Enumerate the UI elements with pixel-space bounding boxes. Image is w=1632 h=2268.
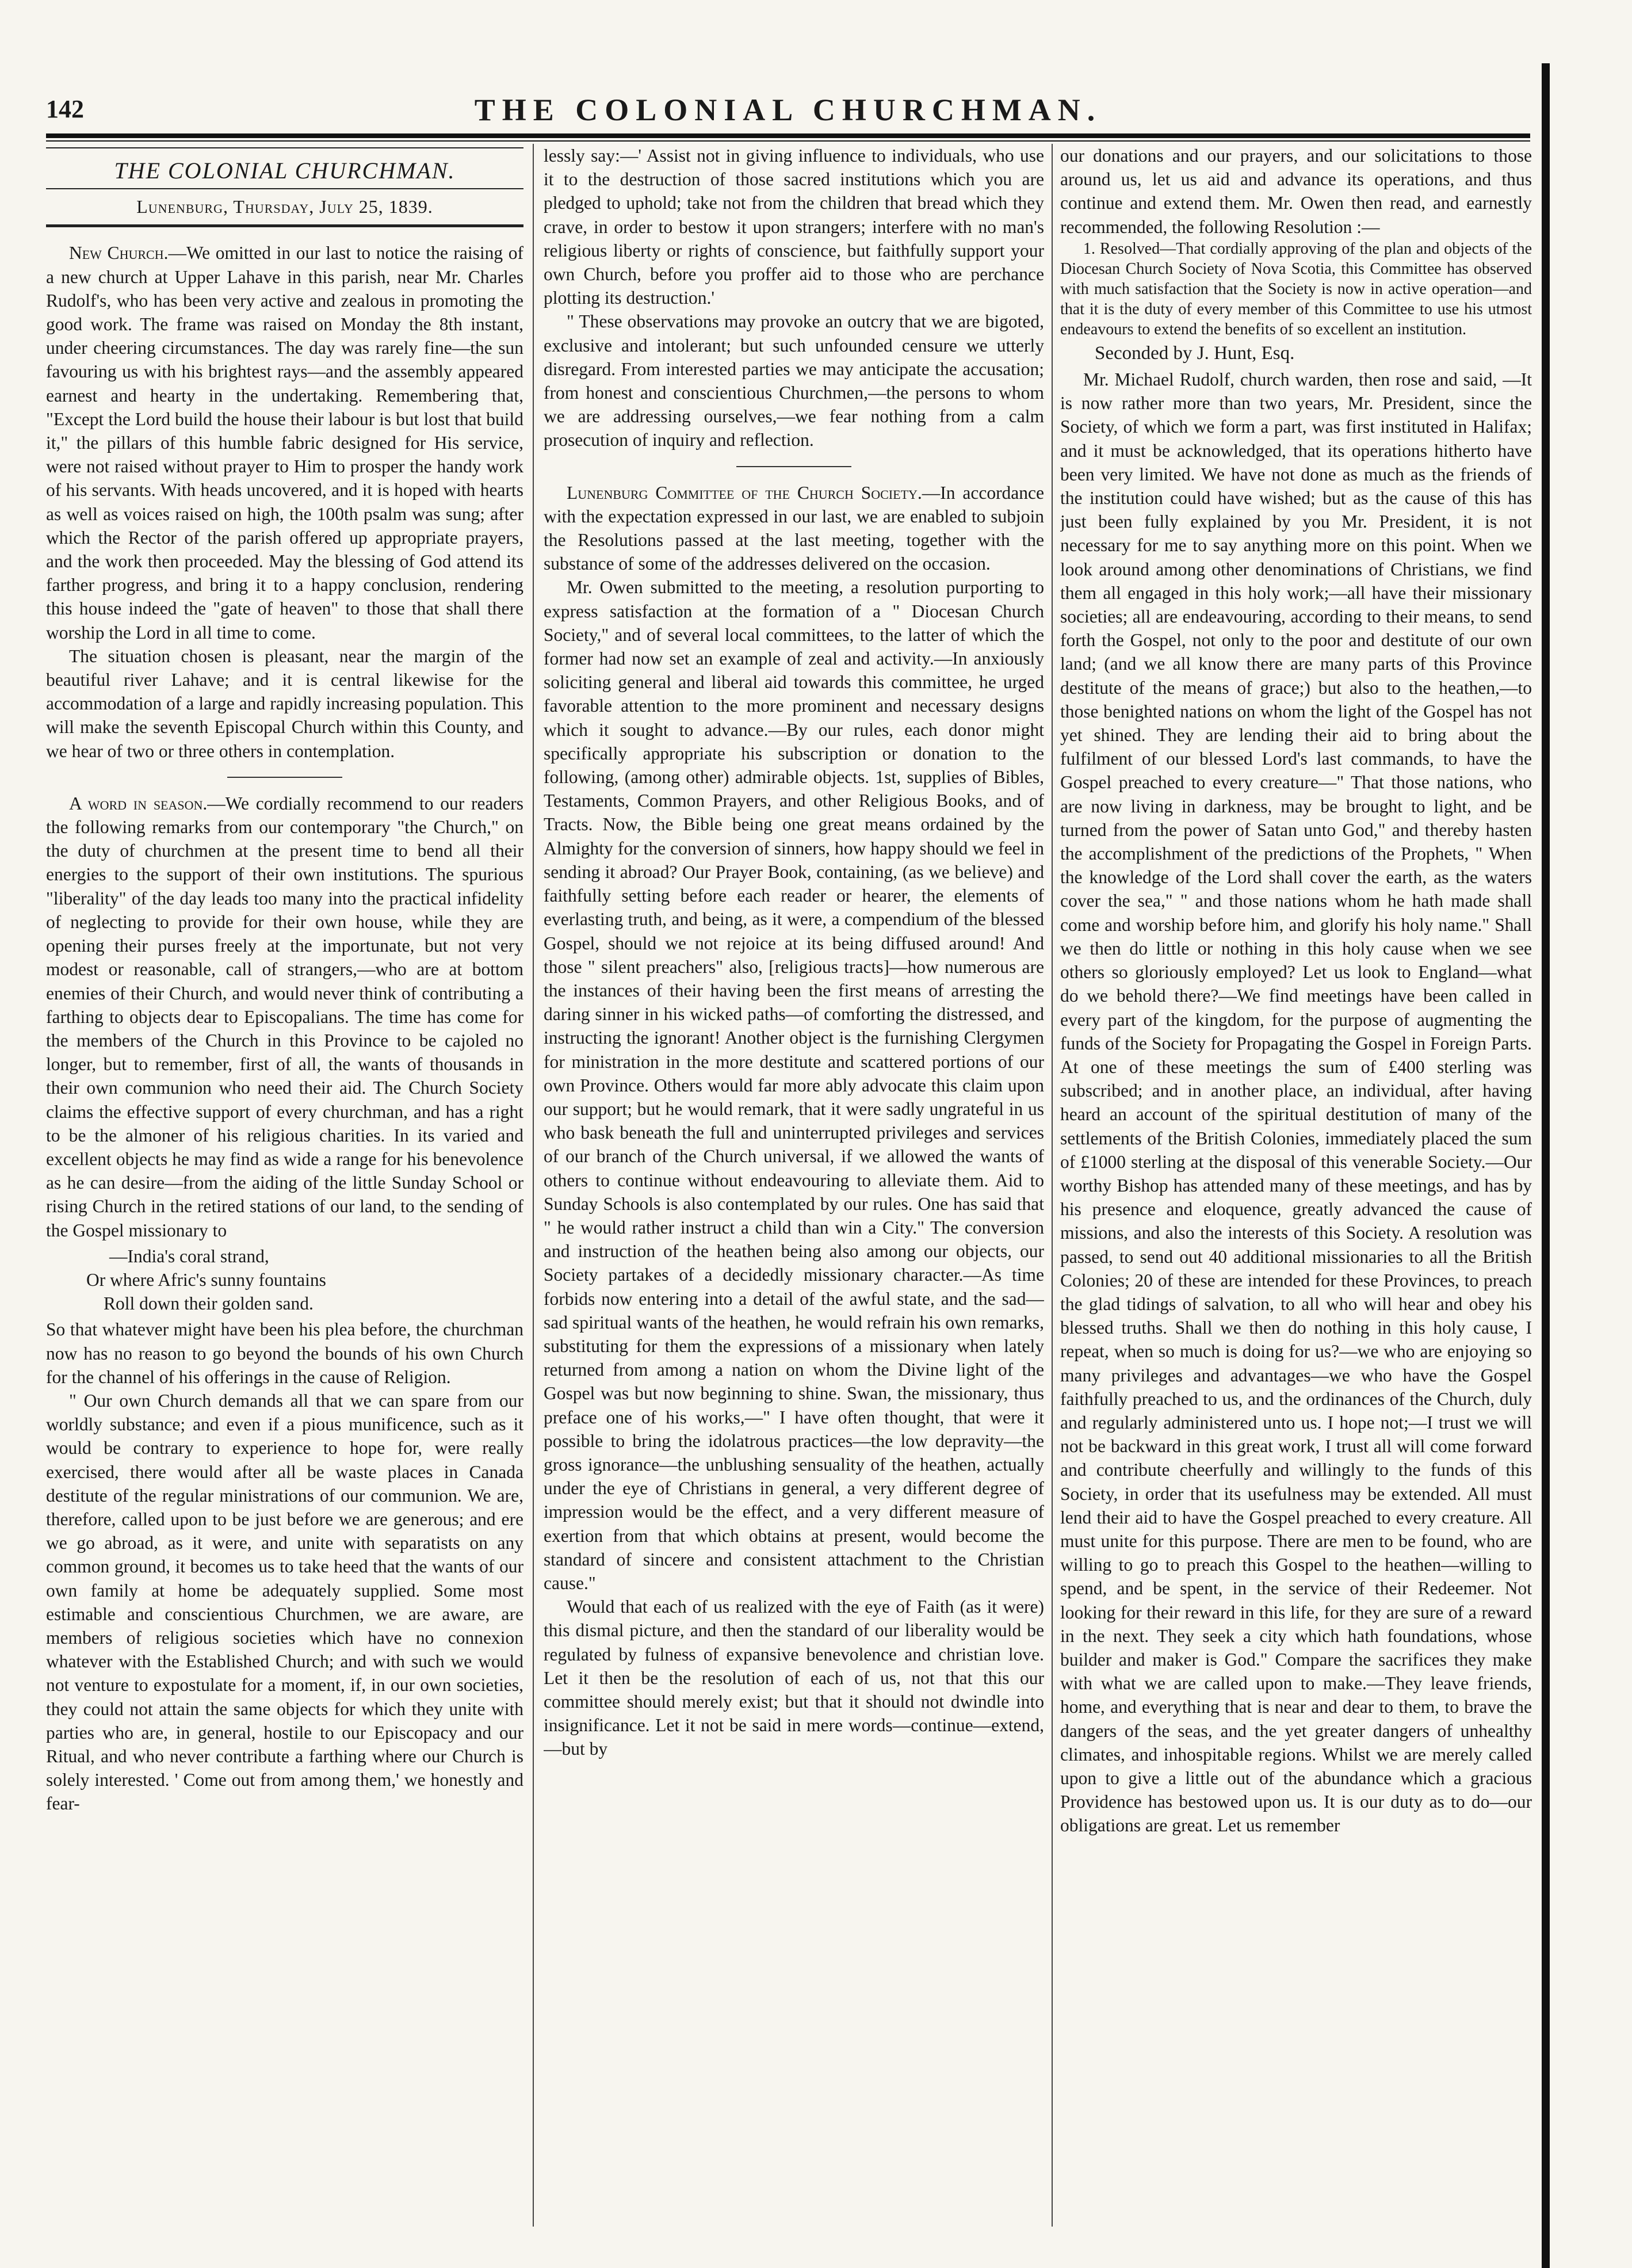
masthead-rule [46, 188, 523, 189]
seconded-line: Seconded by J. Hunt, Esq. [1095, 342, 1295, 364]
article-paragraph: " These observations may provoke an outcry that we are bigoted, exclusive and intolerant; but such unfounded censure we utterly disregard. From interested parties we may anticipate the accusation; from honest and conscientious Churchmen,—the persons to whom we are addressing ourselves,—we fear nothing from a calm prosecution of inquiry and reflection. [544, 311, 1044, 450]
article-paragraph: Would that each of us realized with the eye of Faith (as it were) this dismal picture, and then the standard of our liberality would be regulated by fulness of expansive benevolence and christian love. Let it then be the resolution of each of us, not that this our committee should merely exist; but that it should not dwindle into insignificance. Let it not be said in mere words—continue—extend,—but by [544, 1597, 1044, 1759]
article-paragraph: Mr. Michael Rudolf, church warden, then rose and said, —It is now rather more than two years, Mr. President, since the Society, of which we form a part, was first instituted in Halifax; and it must be acknowledged, that its operations hitherto have been very limited. We have not done as much as the friends of the institution could have wished; but as the cause of this has just been fully explained by you Mr. President, it is not necessary for me to say anything more on this point. When we look around among other denominations of Christians, we find them all engaged in this holy work;—all have their missionary societies; all are endeavouring, according to their means, to send forth the Gospel, not only to the poor and destitute of our own land; (and we all know there are many parts of this Province destitute of the means of grace;) but also to the heathen,—to those benighted nations on whom the light of the Gospel has not yet shined. They are lending their aid to bring about the fulfilment of our blessed Lord's last commands, to have the Gospel preached to every creature—" That those nations, who are now living in darkness, may be brought to light, and be turned from the power of Satan unto God," and thereby hasten the accomplishment of the predictions of the Prophets, " When the knowledge of the Lord shall cover the earth, as the waters cover the sea," " and those nations whom he hath made shall come and worship before him, and glorify his holy name." Shall we then do little or nothing in this holy cause when we see others so gloriously employed? Let us look to England—what do we behold there?—We find meetings have been called in every part of the kingdom, for the purpose of augmenting the funds of the Society for Propagating the Gospel in Foreign Parts. At one of these meetings the sum of £400 sterling was subscribed; and in another place, an individual, after having heard an account of the spiritual destitution of many of the settlements of the British Colonies, immediately placed the sum of £1000 sterling at the disposal of this venerable Society.—Our worthy Bishop has attended many of these meetings, and has by his presence and eloquence, greatly advanced the cause of missions, and also the interests of this Society. A resolution was passed, to send out 40 additional missionaries to all the British Colonies; 20 of these are intended for these Provinces, to preach the glad tidings of salvation, to all who will hear and obey his blessed truths. Shall we then do nothing in this holy cause, I repeat, when so much is doing for us?—we who are enjoying so many privileges and advantages—we who have the Gospel faithfully preached to us, and the ordinances of the Church, duly and regularly administered unto us. I hope not;—I trust we will not be backward in this great work, I trust all will come forward and contribute cheerfully and willingly to the funds of this Society, in order that its usefulness may be extended. All must lend their aid to have the Gospel preached to every creature. All must unite for this purpose. There are men to be found, who are willing to go to preach this Gospel to the heathen—willing to spend, and be spent, in the service of their Redeemer. Not looking for their reward in this life, for they are sure of a reward in the next. They seek a city which hath foundations, whose builder and maker is God." Compare the sacrifices they make with what we are called upon to make.—They leave friends, home, and everything that is near and dear to them, to brave the dangers of the seas, and the yet greater dangers of unhealthy climates, and inhospitable regions. Whilst we are merely called upon to give a little out of the abundance which a gracious Providence has bestowed upon us. It is our duty as to do—our obligations are great. Let us remember [1060, 369, 1532, 1836]
column-2 [544, 144, 1044, 2227]
page-header [46, 86, 1530, 138]
article-lunenburg-committee [544, 481, 1044, 576]
page-number: 142 [46, 95, 84, 123]
verse-line: Or where Afric's sunny fountains [86, 1269, 326, 1290]
verse-line: Roll down their golden sand. [104, 1293, 314, 1314]
dateline: Lunenburg, Thursday, July 25, 1839. [136, 196, 433, 217]
article-paragraph: The situation chosen is pleasant, near the margin of the beautiful river Lahave; and it is central likewise for the accommodation of a large and rapidly increasing population. This will make the seventh Episcopal Church within this County, and we hear of two or three others in contemplation. [46, 646, 523, 761]
section-rule [736, 466, 851, 467]
running-title: THE COLONIAL CHURCHMAN. [474, 93, 1102, 127]
article-lead: Lunenburg Committee of the Church Society. [567, 482, 922, 503]
article-new-church [46, 241, 523, 644]
article-lead: New Church. [69, 243, 169, 264]
article-paragraph: Mr. Owen submitted to the meeting, a resolution purporting to express satisfaction at the formation of a " Diocesan Church Society," and of several local committees, to the latter of which the former had now set an example of zeal and activity.—In anxiously soliciting general and liberal aid towards this committee, he urged favorable attention to the more prominent and necessary designs which it sought to advance.—By our rules, each donor might specifically appropriate his subscription or donation to the following, (among other) admirable objects. 1st, supplies of Bibles, Testaments, Common Prayers, and other Religious Books, and of Tracts. Now, the Bible being one great means ordained by the Almighty for the conversion of sinners, how happy should we feel in sending it abroad? Our Prayer Book, containing, (as we believe) and faithfully setting before each reader or hearer, the elements of everlasting truth, and being, as it were, a compendium of the blessed Gospel, should we not rejoice at its being diffused around! And those " silent preachers" also, [religious tracts]—how numerous are the instances of their having been the first means of arresting the daring sinner in his wicked paths—of comforting the distressed, and instructing the ignorant! Another object is the furnishing Clergymen for ministration in the more destitute and scattered portions of our own Province. Others would far more ably advocate this claim upon our support; but he would remark, that it were sadly ungrateful in us who bask beneath the full and uninterrupted privileges and services of our branch of the Church universal, if we allowed the wants of others to continue without endeavouring to alleviate them. Aid to Sunday Schools is also contemplated by our rules. One has said that " he would rather instruct a child than win a City." The conversion and instruction of the heathen being also among our objects, our Society partakes of a decidedly missionary character.—As time forbids now entering into a detail of the awful state, and the sad—sad spiritual wants of the heathen, he would refrain his own remarks, substituting for them the expressions of a missionary when lately returned from among a nation on whom the Divine light of the Gospel was but now beginning to shine. Swan, the missionary, thus preface one of his works,—" I have often thought, that were it possible to bring the idolatrous practices—the low depravity—the gross ignorance—the unblushing sensuality of the heathen, actually under the eye of Christians in general, a very different degree of impression would be the effect, and a very different measure of exertion from that which obtains at present, would become the standard of sincere and consistent attachment to the Christian cause." [544, 577, 1044, 1593]
masthead-title: THE COLONIAL CHURCHMAN. [114, 158, 456, 184]
verse-block [46, 1244, 523, 1316]
header-rule-thin [46, 140, 1530, 142]
column-1 [46, 144, 523, 2227]
masthead-rule-thick [46, 224, 523, 227]
header-rule [46, 133, 1530, 138]
article-word-in-season [46, 792, 523, 1242]
article-body: —We omitted in our last to notice the raising of a new church at Upper Lahave in this parish, near Mr. Charles Rudolf's, who has been very active and zealous in promoting the good work. The frame was raised on Monday the 8th instant, under cheering circumstances. The day was rarely fine—the sun favouring us with his brightest rays—and the assembly appeared earnest and hearty in the undertaking. Remembering that, "Except the Lord build the house their labour is but lost that build it," the pillars of this humble fabric designed for His service, were not raised without prayer to Him to prosper the handy work of his servants. With heads uncovered, and it is hoped with hearts as well as voices raised on high, the 100th psalm was sung; after which the Rector of the parish offered up appropriate prayers, and the work then proceeded. May the blessing of God attend its farther progress, and bring it to a happy conclusion, rendering this house indeed the "gate of heaven" to those that shall there worship the Lord in all time to come. [46, 243, 523, 643]
article-paragraph: So that whatever might have been his plea before, the churchman now has no reason to go beyond the bounds of his own Church for the channel of his offerings in the cause of Religion. [46, 1319, 523, 1387]
page-edge-bar [1542, 63, 1550, 2268]
article-paragraph: our donations and our prayers, and our solicitations to those around us, let us aid and advance its operations, and thus continue and extend them. Mr. Owen then read, and earnestly recommended, the following Resolution :— [1060, 146, 1532, 237]
article-body: —We cordially recommend to our readers the following remarks from our contemporary "the Church," on the duty of churchmen at the present time to bend all their energies to the support of their own institutions. The spurious "liberality" of the day leads too many into the practical infidelity of neglecting to provide for their own house, while they are opening their purses freely at the importunate, but not very modest or reasonable, call of strangers,—who are at bottom enemies of their Church, and would never think of contributing a farthing to objects dear to Episcopalians. The time has come for the members of the Church in this Province to be cajoled no longer, but to remember, first of all, the wants of thousands in their own communion who need their aid. The Church Society claims the effective support of every churchman, and has a right to be the almoner of his religious charities. In its varied and excellent objects he may find as wide a range for his benevolence as he can desire—from the aiding of the little Sunday School or rising Church in the retired stations of our land, to the sending of the Gospel missionary to [46, 793, 523, 1240]
masthead-rule [46, 147, 523, 148]
resolution-text: 1. Resolved—That cordially approving of the plan and objects of the Diocesan Church Society of Nova Scotia, this Committee has observed with much satisfaction that the Society is now in active operation—and that it is the duty of every member of this Committee to use his utmost endeavours to extend the benefits of so excellent an institution. [1060, 239, 1532, 338]
article-body: —In accordance with the expectation expressed in our last, we are enabled to subjoin the Resolutions passed at the last meeting, together with the substance of some of the addresses delivered on the occasion. [544, 482, 1044, 574]
column-divider [1052, 144, 1053, 2227]
article-quote: " Our own Church demands all that we can spare from our worldly substance; and even if a pious munificence, such as it would be contrary to experience to hope for, were really exercised, there would after all be waste places in Canada destitute of the regular ministrations of our communion. We are, therefore, called upon to be just before we are generous; and ere we go abroad, as it were, and unite with separatists on any common ground, it becomes us to take heed that the wants of our own family at home be adequately supplied. Some most estimable and conscientious Churchmen, we are aware, are members of religious societies which have no connexion whatever with the Established Church; and with such we would not venture to expostulate for a moment, if, in our own societies, they could not attain the same objects for which they unite with parties who are, in general, hostile to our Episcopacy and our Ritual, and who never contribute a farthing where our Church is solely interested. ' Come out from among them,' we honestly and fear- [46, 1390, 523, 1814]
verse-line: —India's coral strand, [109, 1246, 269, 1266]
column-divider [533, 144, 534, 2227]
article-lead: A word in season. [69, 793, 208, 814]
section-rule [227, 777, 342, 778]
article-paragraph: lessly say:—' Assist not in giving influence to individuals, who use it to the destruction of those sacred institutions which you are pledged to uphold; take not from the children that bread which they crave, in order to bestow it upon strangers; interfere with no man's religious liberty or rights of conscience, but faithfully support your own Church, before you proffer aid to those who are perchance plotting its destruction.' [544, 146, 1044, 308]
column-3 [1060, 144, 1532, 2227]
